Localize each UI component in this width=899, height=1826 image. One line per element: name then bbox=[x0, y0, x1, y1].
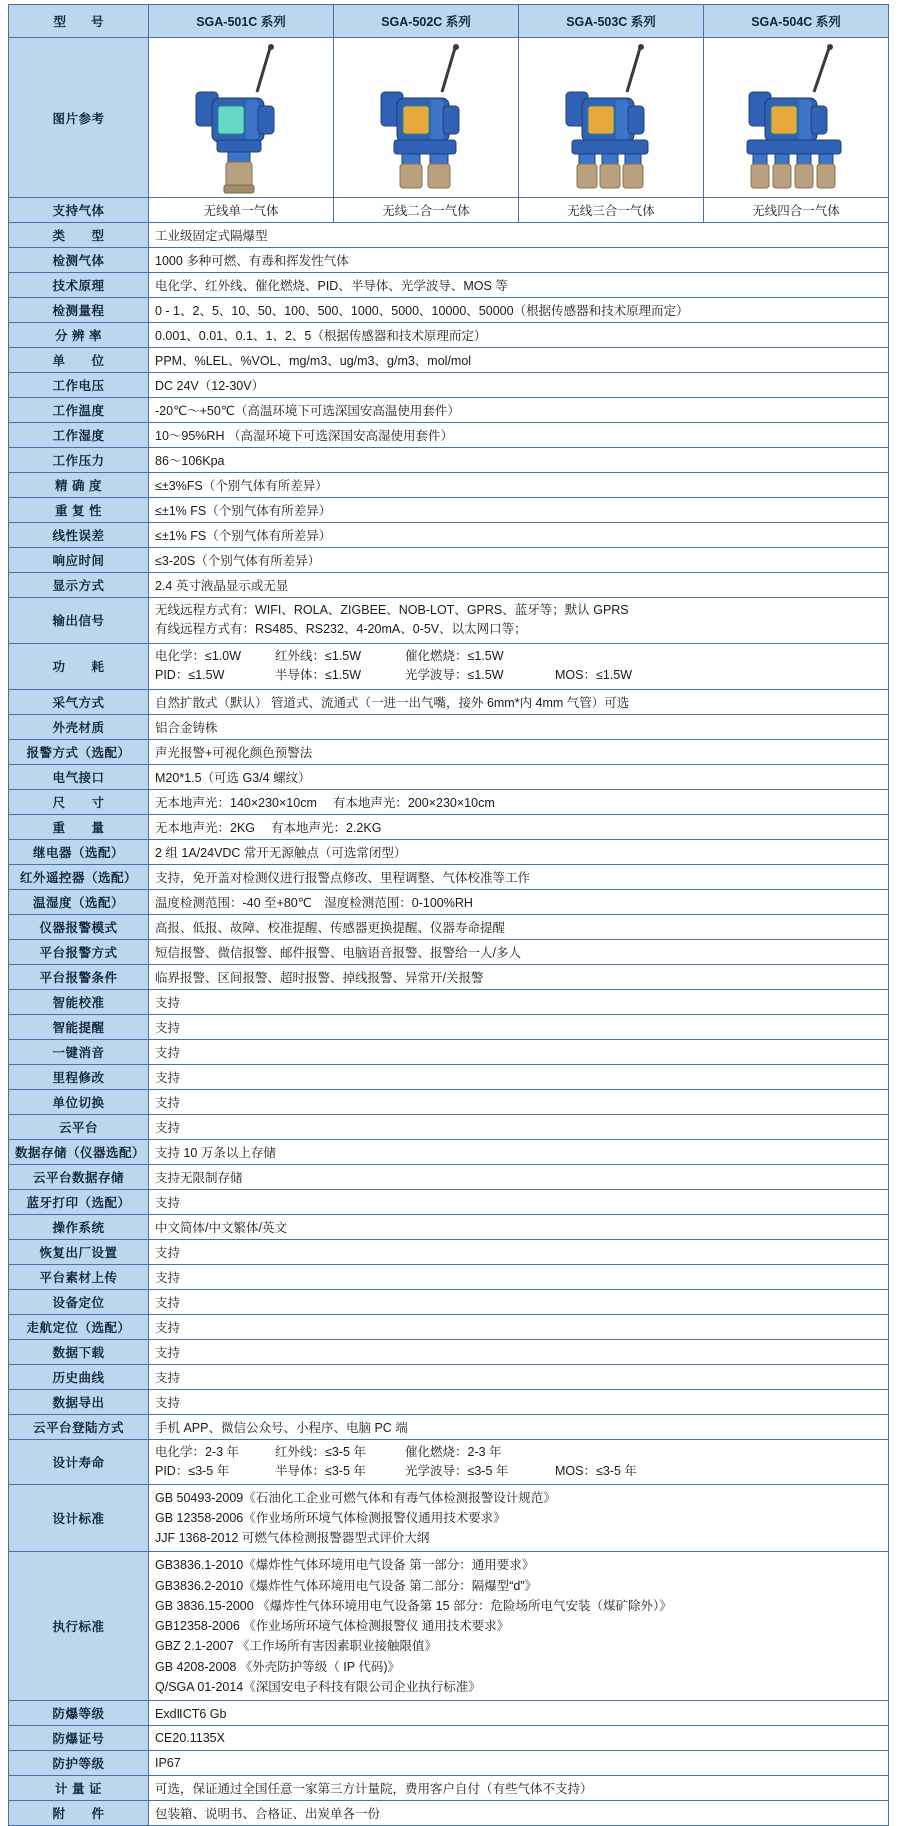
table-row bbox=[9, 764, 889, 789]
table-row bbox=[9, 573, 889, 598]
power-infrared: 红外线：≤1.5W bbox=[275, 648, 362, 663]
row-value: ≤3-20S（个别气体有所差异） bbox=[149, 548, 889, 573]
table-row bbox=[9, 1314, 889, 1339]
row-label: 线性误差 bbox=[9, 523, 149, 548]
picture-row bbox=[9, 38, 889, 198]
table-header-row bbox=[9, 5, 889, 38]
row-value: 支持 bbox=[149, 1364, 889, 1389]
row-label: 工作压力 bbox=[9, 448, 149, 473]
device-image-501 bbox=[149, 38, 334, 198]
table-row bbox=[9, 814, 889, 839]
row-label: 执行标准 bbox=[9, 1552, 149, 1701]
table-row bbox=[9, 1189, 889, 1214]
exec-standard-row bbox=[9, 1552, 889, 1701]
table-row bbox=[9, 689, 889, 714]
row-value: 86～106Kpa bbox=[149, 448, 889, 473]
row-label: 智能提醒 bbox=[9, 1014, 149, 1039]
power-catalytic: 催化燃烧：≤1.5W bbox=[405, 648, 504, 663]
table-row bbox=[9, 348, 889, 373]
row-label: 设计寿命 bbox=[9, 1439, 149, 1485]
row-value: M20*1.5（可选 G3/4 螺纹） bbox=[149, 764, 889, 789]
table-row bbox=[9, 1726, 889, 1751]
gas-value-504: 无线四合一气体 bbox=[704, 198, 889, 223]
table-row bbox=[9, 1039, 889, 1064]
row-value: 支持 bbox=[149, 1339, 889, 1364]
row-label: 重 量 bbox=[9, 814, 149, 839]
row-value: 支持 bbox=[149, 1389, 889, 1414]
life-semiconductor: 半导体：≤3-5 年 bbox=[275, 1463, 366, 1478]
life-line-1 bbox=[155, 1443, 882, 1462]
row-label: 继电器（选配） bbox=[9, 839, 149, 864]
row-label: 单位切换 bbox=[9, 1089, 149, 1114]
row-label: 数据存储（仪器选配） bbox=[9, 1139, 149, 1164]
table-row bbox=[9, 1339, 889, 1364]
model-503: SGA-503C 系列 bbox=[519, 5, 704, 38]
table-row bbox=[9, 548, 889, 573]
table-row bbox=[9, 1701, 889, 1726]
row-value: 临界报警、区间报警、超时报警、掉线报警、异常开/关报警 bbox=[149, 964, 889, 989]
row-label: 工作温度 bbox=[9, 398, 149, 423]
row-label: 温湿度（选配） bbox=[9, 889, 149, 914]
table-row bbox=[9, 1776, 889, 1801]
row-label: 报警方式（选配） bbox=[9, 739, 149, 764]
table-row bbox=[9, 1264, 889, 1289]
row-value: 温度检测范围：-40 至+80℃ 湿度检测范围：0-100%RH bbox=[149, 889, 889, 914]
table-row bbox=[9, 223, 889, 248]
row-label: 操作系统 bbox=[9, 1214, 149, 1239]
table-row bbox=[9, 1751, 889, 1776]
power-mos: MOS：≤1.5W bbox=[555, 668, 633, 683]
row-label: 检测气体 bbox=[9, 248, 149, 273]
exec-std-line: GB12358-2006 《作业场所环境气体检测报警仪 通用技术要求》 bbox=[155, 1619, 510, 1633]
table-row bbox=[9, 1801, 889, 1826]
table-row bbox=[9, 839, 889, 864]
row-label: 平台报警方式 bbox=[9, 939, 149, 964]
row-value bbox=[149, 598, 889, 644]
power-line-1 bbox=[155, 647, 882, 666]
row-label: 蓝牙打印（选配） bbox=[9, 1189, 149, 1214]
row-label: 云平台数据存储 bbox=[9, 1164, 149, 1189]
row-value: 支持 bbox=[149, 1014, 889, 1039]
row-value: 可选，保证通过全国任意一家第三方计量院，费用客户自付（有些气体不支持） bbox=[149, 1776, 889, 1801]
row-value bbox=[149, 1485, 889, 1552]
table-row bbox=[9, 273, 889, 298]
row-value: 支持，免开盖对检测仪进行报警点修改、里程调整、气体校准等工作 bbox=[149, 864, 889, 889]
row-label: 平台报警条件 bbox=[9, 964, 149, 989]
gas-value-502: 无线二合一气体 bbox=[334, 198, 519, 223]
gas-value-503: 无线三合一气体 bbox=[519, 198, 704, 223]
design-std-line: JJF 1368-2012 可燃气体检测报警器型式评价大纲 bbox=[155, 1531, 430, 1546]
table-row bbox=[9, 473, 889, 498]
row-label: 电气接口 bbox=[9, 764, 149, 789]
exec-std-line: GBZ 2.1-2007 《工作场所有害因素职业接触限值》 bbox=[155, 1639, 437, 1654]
design-life-row bbox=[9, 1439, 889, 1485]
row-label: 重 复 性 bbox=[9, 498, 149, 523]
life-electrochemical: 电化学：2-3 年 bbox=[155, 1444, 240, 1459]
table-row bbox=[9, 939, 889, 964]
power-line-2 bbox=[155, 666, 882, 685]
row-value: 支持 bbox=[149, 1239, 889, 1264]
exec-std-line: GB3836.2-2010《爆炸性气体环境用电气设备 第二部分：隔爆型“d”》 bbox=[155, 1578, 538, 1593]
row-label: 计 量 证 bbox=[9, 1776, 149, 1801]
exec-std-line: GB 3836.15-2000 《爆炸性气体环境用电气设备第 15 部分：危险场所电气安装（煤矿除外）》 bbox=[155, 1598, 672, 1613]
row-value: 支持 bbox=[149, 1289, 889, 1314]
row-label: 检测量程 bbox=[9, 298, 149, 323]
life-line-2 bbox=[155, 1462, 882, 1481]
design-standard-row bbox=[9, 1485, 889, 1552]
table-row bbox=[9, 298, 889, 323]
row-value: 10～95%RH （高湿环境下可选深国安高湿使用套件） bbox=[149, 423, 889, 448]
design-std-line: GB 50493-2009《石油化工企业可燃气体和有毒气体检测报警设计规范》 bbox=[155, 1491, 556, 1506]
row-label: 类 型 bbox=[9, 223, 149, 248]
row-label: 采气方式 bbox=[9, 689, 149, 714]
table-row bbox=[9, 1114, 889, 1139]
row-value: PPM、%LEL、%VOL、mg/m3、ug/m3、g/m3、mol/mol bbox=[149, 348, 889, 373]
row-value: DC 24V（12-30V） bbox=[149, 373, 889, 398]
row-label: 恢复出厂设置 bbox=[9, 1239, 149, 1264]
row-label: 设备定位 bbox=[9, 1289, 149, 1314]
row-value: 包装箱、说明书、合格证、出炭单各一份 bbox=[149, 1801, 889, 1826]
row-label: 云平台 bbox=[9, 1114, 149, 1139]
row-value: ≤±3%FS（个别气体有所差异） bbox=[149, 473, 889, 498]
exec-std-line: GB 4208-2008 《外壳防护等级（ IP 代码)》 bbox=[155, 1659, 400, 1674]
spec-sheet bbox=[0, 4, 899, 1826]
row-label: 走航定位（选配） bbox=[9, 1314, 149, 1339]
picture-row-label: 图片参考 bbox=[9, 38, 149, 198]
row-value: ExdⅡCT6 Gb bbox=[149, 1701, 889, 1726]
life-mos: MOS：≤3-5 年 bbox=[555, 1463, 637, 1478]
row-value: ≤±1% FS（个别气体有所差异） bbox=[149, 498, 889, 523]
row-label: 防爆等级 bbox=[9, 1701, 149, 1726]
row-label: 附 件 bbox=[9, 1801, 149, 1826]
power-electrochemical: 电化学：≤1.0W bbox=[155, 648, 242, 663]
gas-row-label: 支持气体 bbox=[9, 198, 149, 223]
row-value: 无本地声光：2KG 有本地声光：2.2KG bbox=[149, 814, 889, 839]
life-blank bbox=[555, 1443, 685, 1462]
table-row bbox=[9, 498, 889, 523]
row-label: 数据导出 bbox=[9, 1389, 149, 1414]
row-value bbox=[149, 1552, 889, 1701]
table-row bbox=[9, 398, 889, 423]
row-value: 高报、低报、故障、校准提醒、传感器更换提醒、仪器寿命提醒 bbox=[149, 914, 889, 939]
table-row bbox=[9, 423, 889, 448]
row-label: 防护等级 bbox=[9, 1751, 149, 1776]
output-line-1: 无线远程方式有：WIFI、ROLA、ZIGBEE、NOB-LOT、GPRS、蓝牙等；默认 GPRS bbox=[155, 603, 629, 617]
row-label: 外壳材质 bbox=[9, 714, 149, 739]
row-value: -20℃～+50℃（高温环境下可选深国安高温使用套件） bbox=[149, 398, 889, 423]
row-value: 工业级固定式隔爆型 bbox=[149, 223, 889, 248]
table-row bbox=[9, 889, 889, 914]
row-label: 精 确 度 bbox=[9, 473, 149, 498]
device-image-503 bbox=[519, 38, 704, 198]
table-row bbox=[9, 1164, 889, 1189]
row-value: 铝合金铸株 bbox=[149, 714, 889, 739]
gas-value-501: 无线单一气体 bbox=[149, 198, 334, 223]
row-value: 支持 bbox=[149, 1189, 889, 1214]
row-value: 支持 bbox=[149, 1089, 889, 1114]
row-value: 支持 bbox=[149, 1264, 889, 1289]
power-semiconductor: 半导体：≤1.5W bbox=[275, 668, 362, 683]
table-row bbox=[9, 1414, 889, 1439]
table-row bbox=[9, 914, 889, 939]
row-label: 单 位 bbox=[9, 348, 149, 373]
design-std-line: GB 12358-2006《作业场所环境气体检测报警仪通用技术要求》 bbox=[155, 1511, 506, 1526]
life-catalytic: 催化燃烧：2-3 年 bbox=[405, 1444, 502, 1459]
row-value: 支持 bbox=[149, 1314, 889, 1339]
row-label: 智能校准 bbox=[9, 989, 149, 1014]
gas-row bbox=[9, 198, 889, 223]
row-value: 1000 多种可燃、有毒和挥发性气体 bbox=[149, 248, 889, 273]
table-row bbox=[9, 789, 889, 814]
device-image-502 bbox=[334, 38, 519, 198]
table-row bbox=[9, 964, 889, 989]
row-label: 历史曲线 bbox=[9, 1364, 149, 1389]
row-value: 支持 bbox=[149, 989, 889, 1014]
table-row bbox=[9, 714, 889, 739]
power-row bbox=[9, 643, 889, 689]
table-row bbox=[9, 1364, 889, 1389]
exec-std-line: Q/SGA 01-2014《深国安电子科技有限公司企业执行标准》 bbox=[155, 1679, 481, 1694]
row-value: 声光报警+可视化颜色预警法 bbox=[149, 739, 889, 764]
row-label: 输出信号 bbox=[9, 598, 149, 644]
output-signal-row bbox=[9, 598, 889, 644]
specification-table bbox=[8, 4, 889, 1826]
row-value: 2.4 英寸液晶显示或无显 bbox=[149, 573, 889, 598]
power-pid: PID：≤1.5W bbox=[155, 668, 225, 683]
row-label: 防爆证号 bbox=[9, 1726, 149, 1751]
output-line-2: 有线远程方式有：RS485、RS232、4-20mA、0-5V、以太网口等； bbox=[155, 622, 527, 637]
life-infrared: 红外线：≤3-5 年 bbox=[275, 1444, 366, 1459]
row-label: 工作电压 bbox=[9, 373, 149, 398]
table-row bbox=[9, 1289, 889, 1314]
row-value: 短信报警、微信报警、邮件报警、电脑语音报警、报警给一人/多人 bbox=[149, 939, 889, 964]
row-label: 平台素材上传 bbox=[9, 1264, 149, 1289]
table-row bbox=[9, 864, 889, 889]
row-value: 手机 APP、微信公众号、小程序、电脑 PC 端 bbox=[149, 1414, 889, 1439]
row-value: 中文简体/中文繁体/英文 bbox=[149, 1214, 889, 1239]
row-value bbox=[149, 1439, 889, 1485]
row-label: 工作湿度 bbox=[9, 423, 149, 448]
table-row bbox=[9, 1064, 889, 1089]
row-label: 里程修改 bbox=[9, 1064, 149, 1089]
device-image-504 bbox=[704, 38, 889, 198]
row-label: 一键消音 bbox=[9, 1039, 149, 1064]
row-value: 2 组 1A/24VDC 常开无源触点（可选常闭型） bbox=[149, 839, 889, 864]
row-value: CE20.1135X bbox=[149, 1726, 889, 1751]
table-row bbox=[9, 248, 889, 273]
table-row bbox=[9, 373, 889, 398]
row-value: 0 - 1、2、5、10、50、100、500、1000、5000、10000、50000（根据传感器和技术原理而定） bbox=[149, 298, 889, 323]
row-value: 0.001、0.01、0.1、1、2、5（根据传感器和技术原理而定） bbox=[149, 323, 889, 348]
row-label: 响应时间 bbox=[9, 548, 149, 573]
model-502: SGA-502C 系列 bbox=[334, 5, 519, 38]
row-label: 仪器报警模式 bbox=[9, 914, 149, 939]
row-label: 显示方式 bbox=[9, 573, 149, 598]
table-row bbox=[9, 1389, 889, 1414]
table-row bbox=[9, 1239, 889, 1264]
row-value: 支持 10 万条以上存储 bbox=[149, 1139, 889, 1164]
row-label: 尺 寸 bbox=[9, 789, 149, 814]
exec-std-line: GB3836.1-2010《爆炸性气体环境用电气设备 第一部分：通用要求》 bbox=[155, 1558, 535, 1573]
row-value: IP67 bbox=[149, 1751, 889, 1776]
row-value: 支持无限制存储 bbox=[149, 1164, 889, 1189]
row-label: 技术原理 bbox=[9, 273, 149, 298]
row-label: 数据下载 bbox=[9, 1339, 149, 1364]
row-label: 功 耗 bbox=[9, 643, 149, 689]
table-row bbox=[9, 1014, 889, 1039]
row-value: 支持 bbox=[149, 1064, 889, 1089]
row-label: 云平台登陆方式 bbox=[9, 1414, 149, 1439]
table-row bbox=[9, 1214, 889, 1239]
model-label: 型 号 bbox=[9, 5, 149, 38]
row-value: 支持 bbox=[149, 1039, 889, 1064]
row-value: 电化学、红外线、催化燃烧、PID、半导体、光学波导、MOS 等 bbox=[149, 273, 889, 298]
row-value: ≤±1% FS（个别气体有所差异） bbox=[149, 523, 889, 548]
table-row bbox=[9, 1139, 889, 1164]
power-optical: 光学波导：≤1.5W bbox=[405, 668, 504, 683]
row-label: 设计标准 bbox=[9, 1485, 149, 1552]
power-blank bbox=[555, 647, 685, 666]
life-optical: 光学波导：≤3-5 年 bbox=[405, 1463, 509, 1478]
row-label: 红外遥控器（选配） bbox=[9, 864, 149, 889]
row-value: 无本地声光：140×230×10cm 有本地声光：200×230×10cm bbox=[149, 789, 889, 814]
model-501: SGA-501C 系列 bbox=[149, 5, 334, 38]
row-value: 自然扩散式（默认） 管道式、流通式（一进一出气嘴，接外 6mm*内 4mm 气管）可选 bbox=[149, 689, 889, 714]
table-row bbox=[9, 523, 889, 548]
table-row bbox=[9, 448, 889, 473]
table-row bbox=[9, 989, 889, 1014]
row-value: 支持 bbox=[149, 1114, 889, 1139]
table-row bbox=[9, 739, 889, 764]
table-row bbox=[9, 1089, 889, 1114]
table-row bbox=[9, 323, 889, 348]
row-label: 分 辨 率 bbox=[9, 323, 149, 348]
model-504: SGA-504C 系列 bbox=[704, 5, 889, 38]
life-pid: PID：≤3-5 年 bbox=[155, 1463, 230, 1478]
row-value bbox=[149, 643, 889, 689]
